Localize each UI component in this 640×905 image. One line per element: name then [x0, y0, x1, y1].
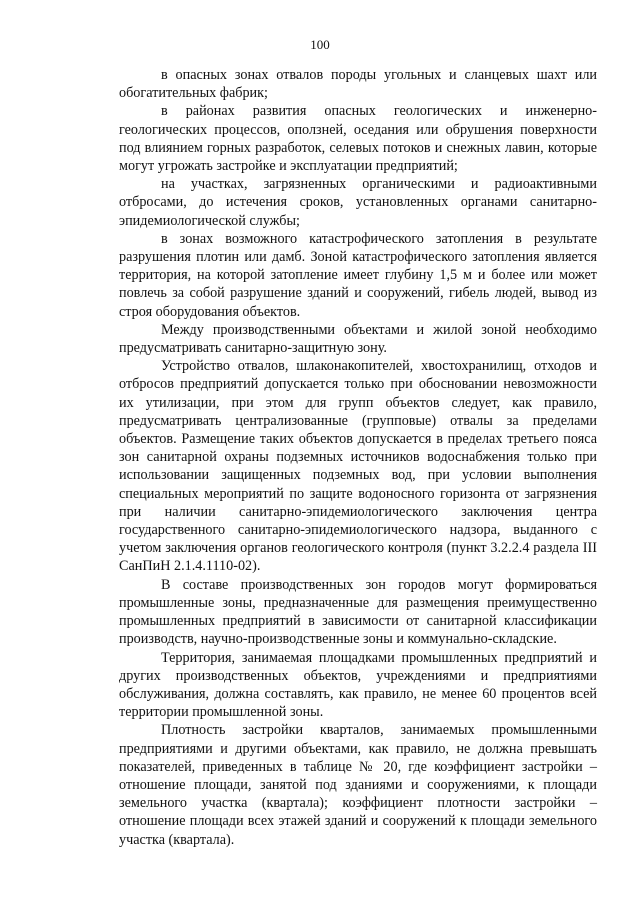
paragraph: в опасных зонах отвалов породы угольных и сланцевых шахт или обогатительных фабрик;	[119, 67, 597, 102]
paragraph: Устройство отвалов, шлаконакопителей, хвостохранилищ, отходов и отбросов предприятий допускается только при обосновании невозможности их утилизации, при этом для групп объектов следует, как правило, предусматривать централизованные (групповые) отвалы за пределами объектов. Размещение таких объектов допускается в пределах третьего пояса зон санитарной охраны подземных источников водоснабжения только при использовании защищенных подземных вод, при условии выполнения специальных мероприятий по защите водоносного горизонта от загрязнения при наличии санитарно-эпидемиологического заключения центра государственного санитарно-эпидемиологического надзора, выданного с учетом заключения органов геологического контроля (пункт 3.2.2.4 раздела III СанПиН 2.1.4.1110-02).	[119, 358, 597, 575]
page-number: 100	[310, 37, 330, 52]
paragraph: В составе производственных зон городов могут формироваться промышленные зоны, предназначенные для размещения преимущественно промышленных предприятий в зависимости от санитарной классификации производств, научно-производственные зоны и коммунально-складские.	[119, 576, 597, 648]
paragraph: в зонах возможного катастрофического затопления в результате разрушения плотин или дамб. Зоной катастрофического затопления является территория, на которой затопление имеет глубину 1,5 м и более или может повлечь за собой разрушение зданий и сооружений, гибель людей, вывод из строя оборудования объектов.	[119, 230, 597, 320]
paragraph: Плотность застройки кварталов, занимаемых промышленными предприятиями и другими объектами, как правило, не должна превышать показателей, приведенных в таблице № 20, где коэффициент застройки – отношение площади, занятой под зданиями и сооружениями, к площади земельного участка (квартала); коэффициент плотности застройки – отношение площади всех этажей зданий и сооружений к площади земельного участка (квартала).	[119, 722, 597, 848]
paragraph: Между производственными объектами и жилой зоной необходимо предусматривать санитарно-защитную зону.	[119, 321, 597, 357]
paragraph: Территория, занимаемая площадками промышленных предприятий и других производственных объектов, учреждениями и предприятиями обслуживания, должна составлять, как правило, не менее 60 процентов всей территории промышленной зоны.	[119, 649, 597, 721]
paragraph: в районах развития опасных геологических и инженерно-геологических процессов, оползней, оседания или обрушения поверхности под влиянием горных разработок, селевых потоков и снежных лавин, которые могут угрожать застройке и эксплуатации предприятий;	[119, 103, 597, 175]
document-body	[119, 66, 597, 849]
paragraph: на участках, загрязненных органическими и радиоактивными отбросами, до истечения сроков, установленных органами санитарно-эпидемиологической службы;	[119, 176, 597, 229]
